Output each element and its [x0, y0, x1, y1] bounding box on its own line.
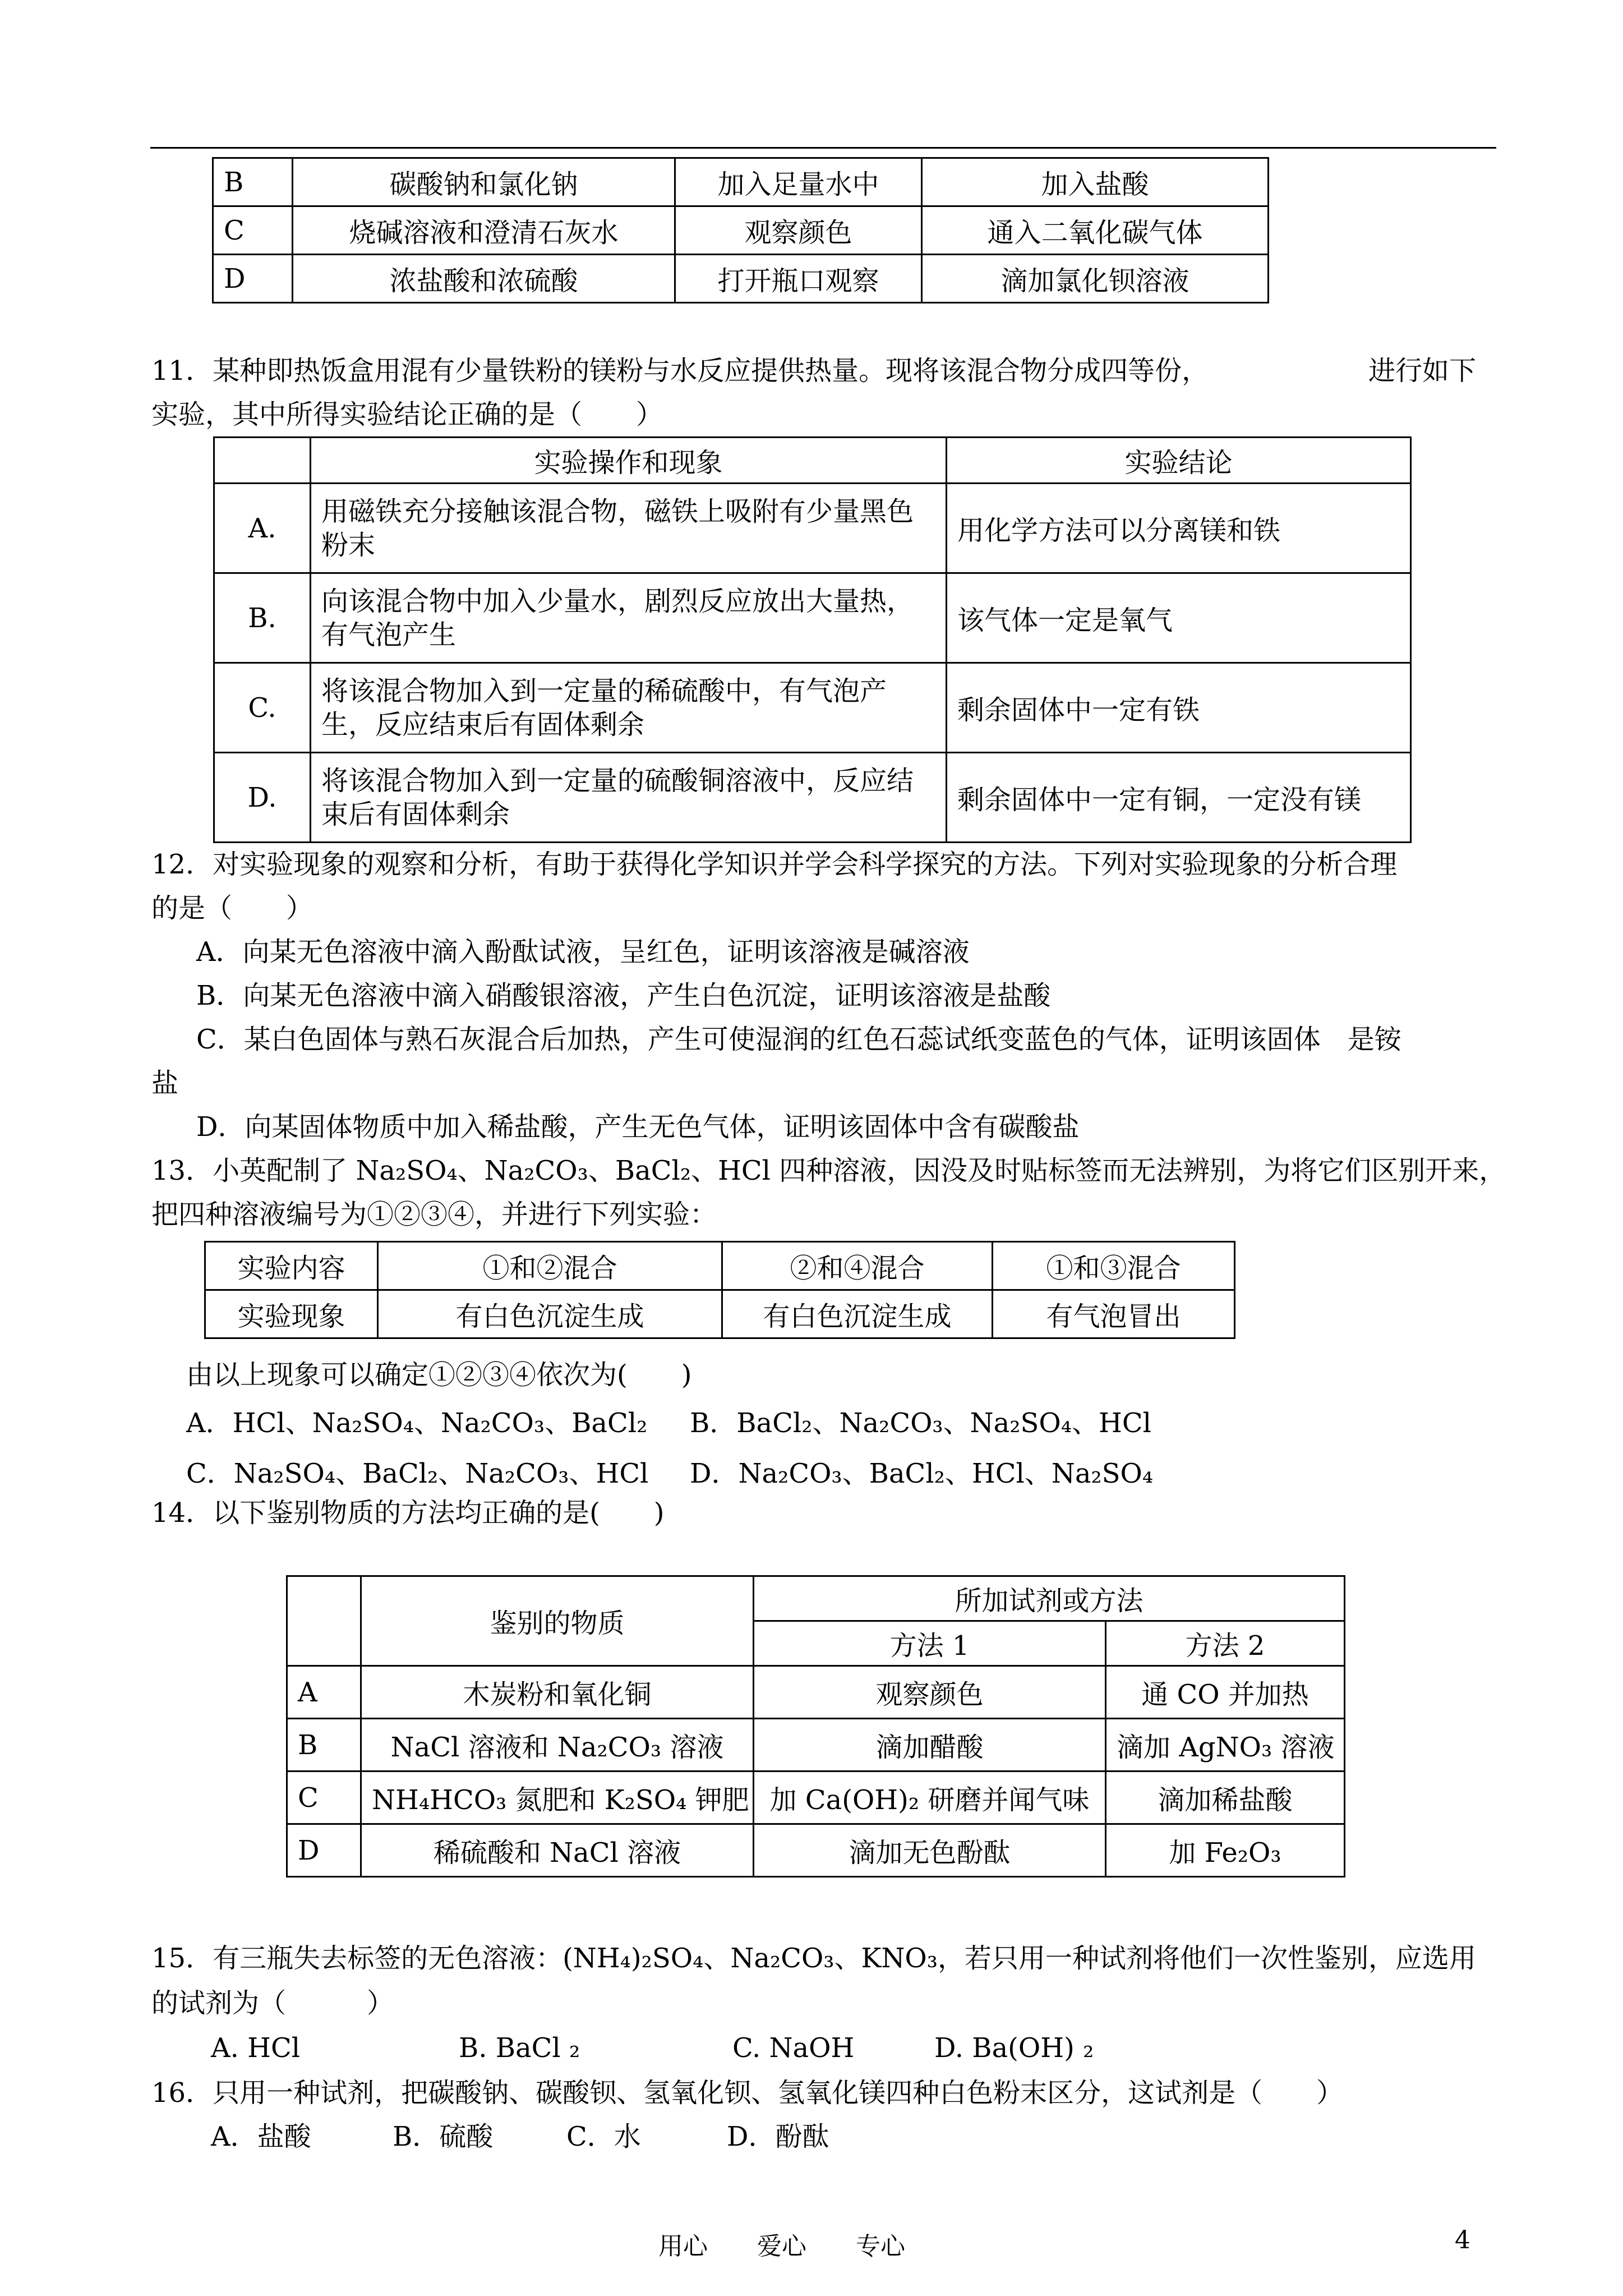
table-cell: D. [214, 753, 311, 843]
q13-line1: 13．小英配制了 Na₂SO₄、Na₂CO₃、BaCl₂、HCl 四种溶液，因没及时贴标签而无法辨别，为将它们区别开来， [151, 1155, 1506, 1186]
table-cell: A. [214, 484, 311, 573]
table-cell: 观察颜色 [675, 206, 922, 255]
table-cell: 实验现象 [205, 1290, 378, 1338]
table-cell: 加入盐酸 [922, 158, 1269, 206]
table-row [213, 255, 1269, 303]
footer-motto: 用心 爱心 专心 [658, 2232, 905, 2261]
q16-option-a: A．盐酸 [211, 2121, 311, 2152]
q13-option-c: C．Na₂SO₄、BaCl₂、Na₂CO₃、HCl [186, 1458, 649, 1489]
table-row [205, 1242, 1235, 1290]
q12-option-a: A．向某无色溶液中滴入酚酞试液，呈红色，证明该溶液是碱溶液 [196, 936, 970, 968]
table-cell: 滴加稀盐酸 [1106, 1772, 1345, 1824]
table-header-cell: 所加试剂或方法 [754, 1576, 1345, 1621]
table-row [287, 1666, 1345, 1719]
table-header-cell: 鉴别的物质 [361, 1576, 754, 1666]
table-cell: ①和②混合 [378, 1242, 722, 1290]
q16-option-b: B．硫酸 [393, 2121, 494, 2152]
table-cell: C. [214, 663, 311, 753]
q11-line1: 11．某种即热饭盒用混有少量铁粉的镁粉与水反应提供热量。现将该混合物分成四等份， [151, 355, 1209, 386]
table-cell: NaCl 溶液和 Na₂CO₃ 溶液 [361, 1719, 754, 1772]
q12-option-b: B．向某无色溶液中滴入硝酸银溶液，产生白色沉淀，证明该溶液是盐酸 [196, 980, 1051, 1011]
table-cell: B [213, 158, 293, 206]
q15-option-a: A. HCl [211, 2032, 301, 2064]
table-row [287, 1772, 1345, 1824]
q12-option-c-cont: 盐 [151, 1068, 179, 1099]
table-row [213, 158, 1269, 206]
table-cell: B [287, 1719, 361, 1772]
q12-line1: 12．对实验现象的观察和分析，有助于获得化学知识并学会科学探究的方法。下列对实验现象的分析合理 [151, 849, 1398, 880]
q15-line1: 15．有三瓶失去标签的无色溶液：(NH₄)₂SO₄、Na₂CO₃、KNO₃，若只用一种试剂将他们一次性鉴别，应选用 [151, 1943, 1476, 1974]
table-row [214, 573, 1411, 663]
q14-line1: 14．以下鉴别物质的方法均正确的是( ) [151, 1497, 665, 1529]
q11-line1-tail: 进行如下 [1368, 355, 1477, 386]
q16-line1: 16．只用一种试剂，把碳酸钠、碳酸钡、氢氧化钡、氢氧化镁四种白色粉末区分，这试剂是（ ） [151, 2077, 1344, 2109]
q13-line2: 把四种溶液编号为①②③④，并进行下列实验： [151, 1199, 717, 1230]
table-cell: 加 Fe₂O₃ [1106, 1824, 1345, 1877]
table-cell: 向该混合物中加入少量水，剧烈反应放出大量热，有气泡产生 [311, 573, 947, 663]
table-cell: ①和③混合 [993, 1242, 1235, 1290]
table-row [287, 1719, 1345, 1772]
table-cell: D [213, 255, 293, 303]
table-cell: 通入二氧化碳气体 [922, 206, 1269, 255]
table-cell: 用化学方法可以分离镁和铁 [947, 484, 1411, 573]
table-cell: 实验内容 [205, 1242, 378, 1290]
q12-option-d: D．向某固体物质中加入稀盐酸，产生无色气体，证明该固体中含有碳酸盐 [196, 1111, 1080, 1143]
table-cell: 剩余固体中一定有铁 [947, 663, 1411, 753]
table-cell: B. [214, 573, 311, 663]
table-cell: 滴加醋酸 [754, 1719, 1106, 1772]
table-cell: 稀硫酸和 NaCl 溶液 [361, 1824, 754, 1877]
table-cell: 观察颜色 [754, 1666, 1106, 1719]
header-rule [150, 147, 1496, 149]
table-cell: NH₄HCO₃ 氮肥和 K₂SO₄ 钾肥 [361, 1772, 754, 1824]
table-cell: 滴加氯化钡溶液 [922, 255, 1269, 303]
table-cell: 用磁铁充分接触该混合物，磁铁上吸附有少量黑色粉末 [311, 484, 947, 573]
table-cell: 加入足量水中 [675, 158, 922, 206]
table-cell: 烧碱溶液和澄清石灰水 [293, 206, 675, 255]
table-header-cell: 实验操作和现象 [311, 438, 947, 484]
table-header-cell [214, 438, 311, 484]
table-cell: 木炭粉和氧化铜 [361, 1666, 754, 1719]
table-cell: 滴加无色酚酞 [754, 1824, 1106, 1877]
table-q13 [204, 1241, 1235, 1339]
q16-option-d: D．酚酞 [727, 2121, 829, 2152]
table-header-cell: 实验结论 [947, 438, 1411, 484]
table-cell: C [213, 206, 293, 255]
q15-line2: 的试剂为（ ） [151, 1987, 394, 2019]
table-cell: A [287, 1666, 361, 1719]
q11-line2: 实验，其中所得实验结论正确的是（ ） [151, 399, 663, 430]
table-cell: 通 CO 并加热 [1106, 1666, 1345, 1719]
q13-option-a: A．HCl、Na₂SO₄、Na₂CO₃、BaCl₂ [186, 1407, 648, 1439]
table-row [205, 1290, 1235, 1338]
q13-option-d: D．Na₂CO₃、BaCl₂、HCl、Na₂SO₄ [690, 1458, 1154, 1489]
table-cell: 将该混合物加入到一定量的硫酸铜溶液中，反应结束后有固体剩余 [311, 753, 947, 843]
table-top [212, 157, 1269, 303]
page-number: 4 [1455, 2226, 1470, 2254]
table-cell: C [287, 1772, 361, 1824]
table-row [214, 484, 1411, 573]
table-row [287, 1576, 1345, 1621]
table-cell [287, 1576, 361, 1666]
q13-line3: 由以上现象可以确定①②③④依次为( ) [186, 1359, 692, 1391]
table-cell: 该气体一定是氧气 [947, 573, 1411, 663]
q15-option-b: B. BaCl ₂ [459, 2032, 580, 2064]
table-header-cell: 方法 1 [754, 1621, 1106, 1666]
table-cell: 滴加 AgNO₃ 溶液 [1106, 1719, 1345, 1772]
table-cell: ②和④混合 [722, 1242, 993, 1290]
q12-option-c: C．某白色固体与熟石灰混合后加热，产生可使湿润的红色石蕊试纸变蓝色的气体，证明该固体 是铵 [196, 1024, 1401, 1055]
table-cell: 将该混合物加入到一定量的稀硫酸中，有气泡产生，反应结束后有固体剩余 [311, 663, 947, 753]
q15-option-d: D. Ba(OH) ₂ [934, 2032, 1094, 2064]
table-row [213, 206, 1269, 255]
table-cell: 浓盐酸和浓硫酸 [293, 255, 675, 303]
q16-option-c: C．水 [566, 2121, 641, 2152]
table-cell: 碳酸钠和氯化钠 [293, 158, 675, 206]
table-cell: 剩余固体中一定有铜，一定没有镁 [947, 753, 1411, 843]
table-cell: 有白色沉淀生成 [722, 1290, 993, 1338]
q13-option-b: B．BaCl₂、Na₂CO₃、Na₂SO₄、HCl [690, 1407, 1151, 1439]
table-header-cell: 方法 2 [1106, 1621, 1345, 1666]
table-cell: 加 Ca(OH)₂ 研磨并闻气味 [754, 1772, 1106, 1824]
table-q14 [286, 1575, 1345, 1878]
table-q11 [213, 436, 1412, 843]
q12-line2: 的是（ ） [151, 892, 313, 924]
q15-option-c: C. NaOH [732, 2032, 855, 2064]
table-cell: 打开瓶口观察 [675, 255, 922, 303]
table-row [214, 438, 1411, 484]
table-row [214, 663, 1411, 753]
table-cell: 有白色沉淀生成 [378, 1290, 722, 1338]
table-row [214, 753, 1411, 843]
table-cell: 有气泡冒出 [993, 1290, 1235, 1338]
table-cell: D [287, 1824, 361, 1877]
table-row [287, 1824, 1345, 1877]
